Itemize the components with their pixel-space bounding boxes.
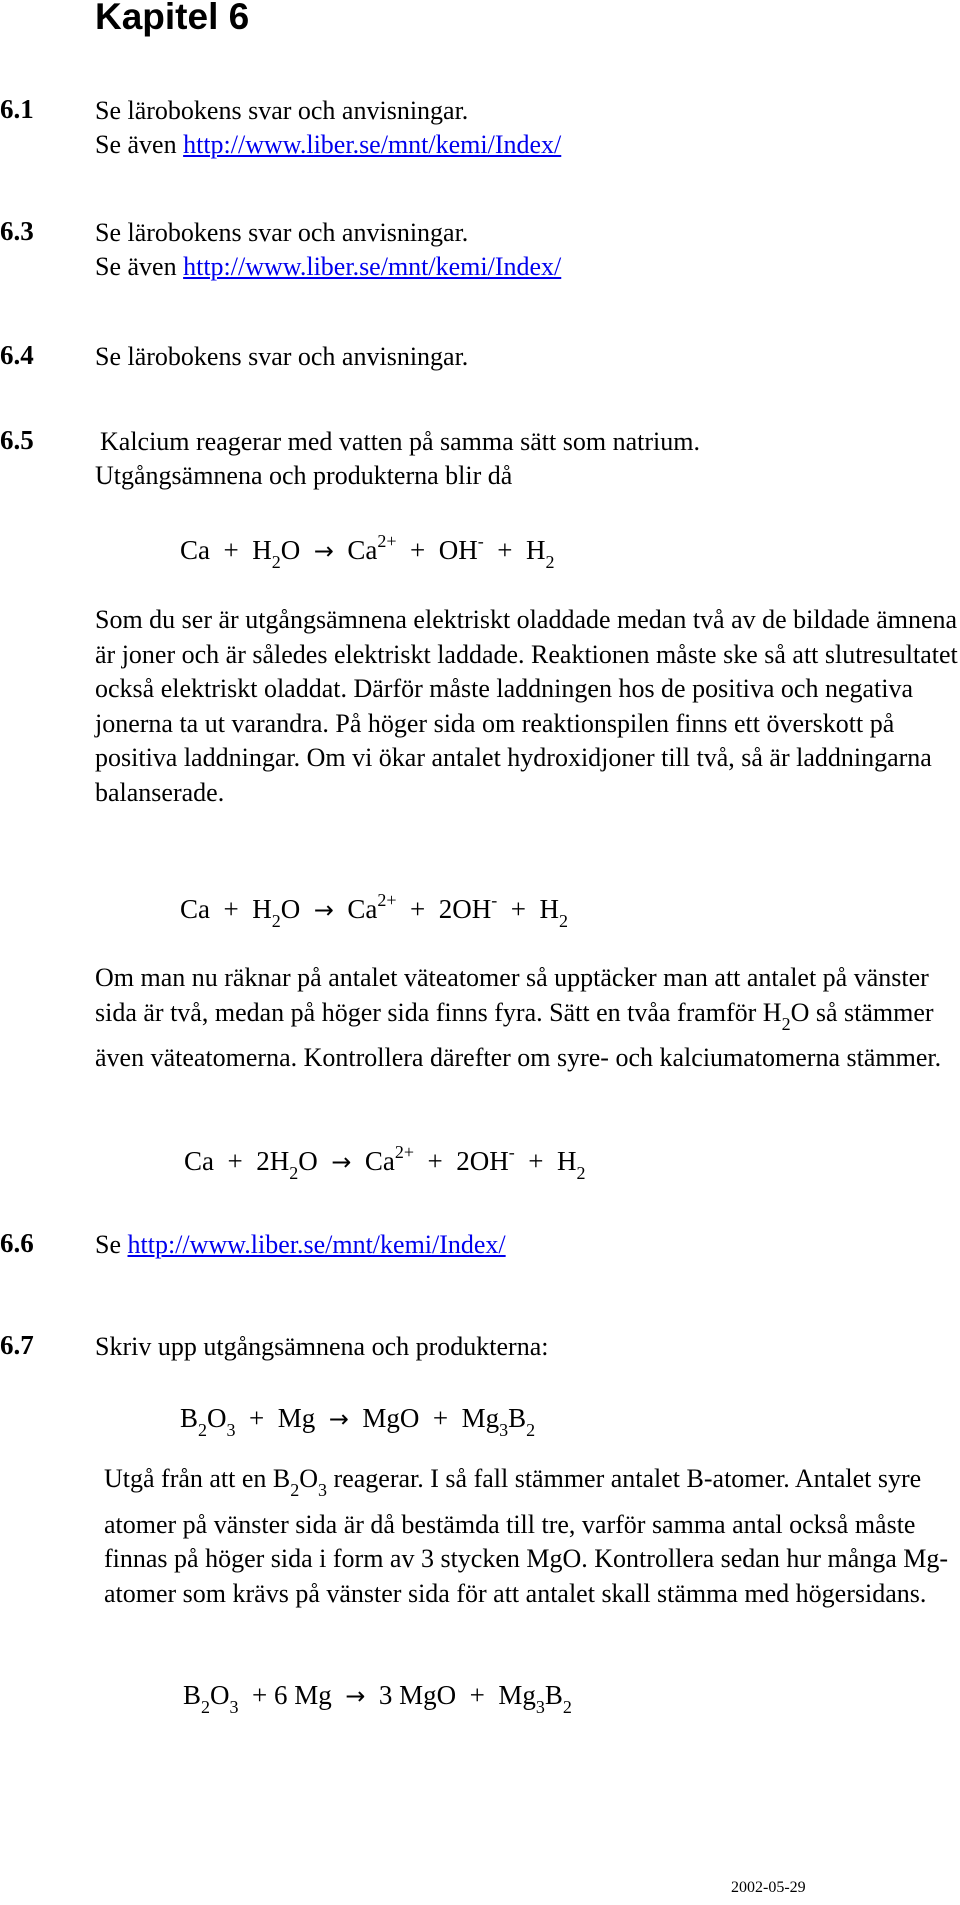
section-6-7-paragraph: Utgå från att en $B_2O_3$ reagerar. I så fall stämmer antalet B-atomer. Antalet syre atomer på vänster sida är då bestämda till tre, varför samma antal också måste finnas på höger sida i form av 3 stycken MgO. Kontrollera sedan hur många Mg-atomer som krävs på vänster sida för att antalet skall stämma med högersidans.	[104, 1464, 949, 1608]
see-also-label: Se även	[95, 252, 184, 281]
reaction-arrow-icon: →	[313, 537, 334, 565]
liber-link[interactable]: http://www.liber.se/mnt/kemi/Index/	[183, 252, 562, 281]
equation-6-5-a: Ca + H2O → Ca2+ + OH- + H2	[180, 531, 555, 572]
see-label: Se	[95, 1230, 128, 1259]
equation-6-5-b: Ca + H2O → Ca2+ + 2OH- + H2	[180, 890, 568, 931]
section-number-6-6: 6.6	[0, 1228, 34, 1258]
section-number-6-7: 6.7	[0, 1330, 34, 1360]
section-6-3-see-also	[95, 250, 561, 284]
section-6-7-intro: Skriv upp utgångsämnena och produkterna:	[95, 1332, 549, 1361]
reaction-arrow-icon: →	[331, 1148, 352, 1176]
section-6-5-intro-2: Utgångsämnena och produkterna blir då	[95, 461, 513, 490]
section-6-4-text: Se lärobokens svar och anvisningar.	[95, 342, 469, 371]
section-6-6-text	[95, 1228, 506, 1262]
equation-6-7-b: B2O3 + 6 Mg → 3 MgO + Mg3B2	[183, 1680, 572, 1717]
section-number-6-3: 6.3	[0, 216, 34, 246]
section-6-5-intro: Kalcium reagerar med vatten på samma sätt som natrium.	[100, 427, 700, 456]
equation-6-5-c: Ca + 2H2O → Ca2+ + 2OH- + H2	[184, 1142, 586, 1183]
section-6-5-paragraph-1: Som du ser är utgångsämnena elektriskt oladdade medan två av de bildade ämnena är joner och är således elektriskt laddade. Reaktionen måste ske så att slutresultatet också elektriskt oladdat. Därför måste laddningen hos de positiva och negativa jonerna ta ut varandra. På höger sida om reaktionspilen finns ett överskott på positiva laddningar. Om vi ökar antalet hydroxidjoner till två, så är laddningarna balanserade.	[95, 605, 958, 807]
equation-6-7-a: B2O3 + Mg → MgO + Mg3B2	[180, 1403, 536, 1440]
section-number-6-1: 6.1	[0, 94, 34, 124]
reaction-arrow-icon: →	[328, 1405, 349, 1433]
section-6-1-text: Se lärobokens svar och anvisningar.	[95, 96, 469, 125]
section-6-3-text: Se lärobokens svar och anvisningar.	[95, 218, 469, 247]
section-6-5-paragraph-2: Om man nu räknar på antalet väteatomer så upptäcker man att antalet på vänster sida är två, medan på höger sida finns fyra. Sätt en tvåa framför $H_2O$ så stämmer även väteatomerna. Kontrollera därefter om syre- och kalciumatomerna stämmer.	[95, 963, 942, 1072]
footer-date: 2002-05-29	[731, 1879, 806, 1896]
reaction-arrow-icon: →	[313, 896, 334, 924]
see-also-label: Se även	[95, 130, 184, 159]
liber-link[interactable]: http://www.liber.se/mnt/kemi/Index/	[127, 1230, 506, 1259]
section-number-6-5: 6.5	[0, 425, 34, 455]
page-title: Kapitel 6	[95, 0, 250, 37]
section-number-6-4: 6.4	[0, 340, 34, 370]
reaction-arrow-icon: →	[345, 1682, 366, 1710]
section-6-1-see-also	[95, 128, 561, 162]
liber-link[interactable]: http://www.liber.se/mnt/kemi/Index/	[183, 130, 562, 159]
